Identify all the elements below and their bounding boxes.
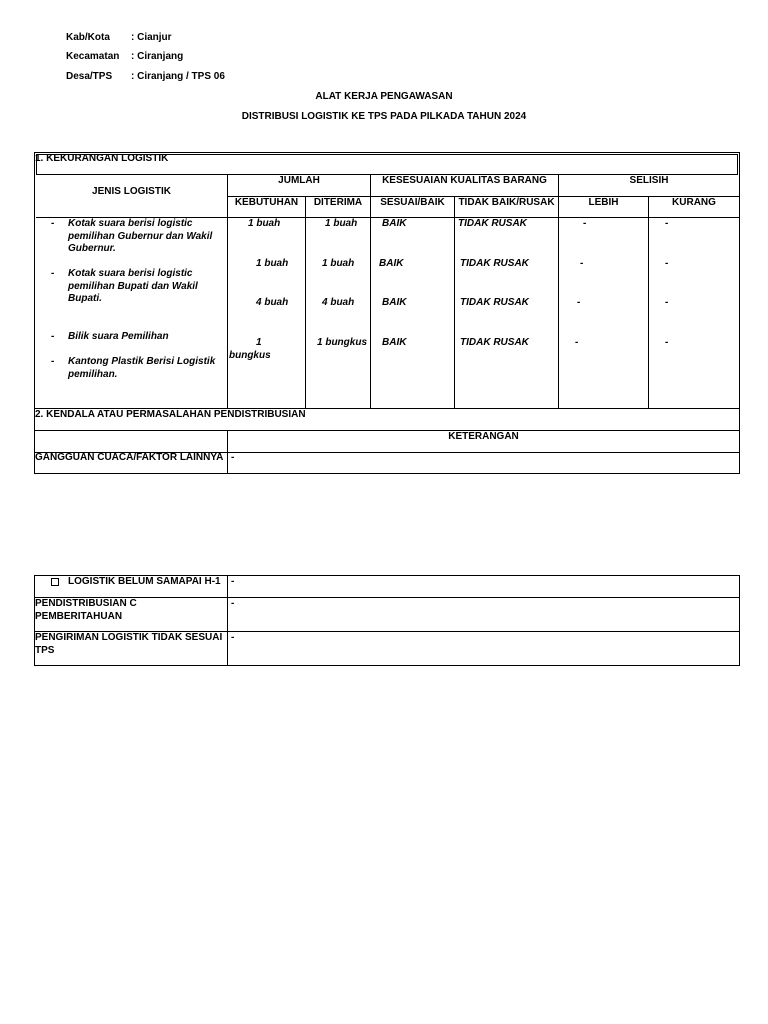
sesuai-value: BAIK (382, 218, 407, 229)
tidak-value: TIDAK RUSAK (460, 297, 529, 308)
tidak-value: TIDAK RUSAK (460, 337, 529, 348)
kebutuhan-value: 1 bungkus (229, 337, 271, 361)
kebutuhan-value: 4 buah (256, 297, 289, 308)
pengiriman-label: PENGIRIMAN LOGISTIK TIDAK SESUAI TPS (35, 632, 223, 656)
item-bullet: - (51, 268, 55, 279)
lebih-value: - (577, 297, 581, 308)
col-tidak-baik-rusak: TIDAK BAIK/RUSAK (458, 197, 555, 208)
desatps-label: Desa/TPS (66, 71, 113, 82)
document-subtitle: DISTRIBUSI LOGISTIK KE TPS PADA PILKADA TAHUN 2024 (241, 111, 527, 122)
lebih-value: - (575, 337, 579, 348)
tidak-value: TIDAK RUSAK (458, 218, 527, 229)
item-name-bilik: Bilik suara Pemilihan (68, 331, 169, 342)
document-title: ALAT KERJA PENGAWASAN (315, 91, 453, 102)
tidak-value: TIDAK RUSAK (460, 258, 529, 269)
desatps-value: : Ciranjang / TPS 06 (131, 71, 225, 82)
col-jumlah: JUMLAH (278, 175, 320, 186)
col-selisih: SELISIH (629, 175, 669, 186)
sesuai-value: BAIK (382, 297, 407, 308)
pendistribusian-value: - (231, 598, 235, 609)
gangguan-label: GANGGUAN CUACA/FAKTOR LAINNYA (35, 452, 224, 463)
section2-title: 2. KENDALA ATAU PERMASALAHAN PENDISTRIBUSIAN (35, 409, 306, 420)
sesuai-value: BAIK (382, 337, 407, 348)
item-name-bupati: Kotak suara berisi logistic pemilihan Bupati dan Wakil Bupati. (68, 268, 198, 304)
diterima-value: 1 bungkus (317, 337, 368, 348)
col-lebih: LEBIH (588, 197, 619, 208)
logistik-belum-label: LOGISTIK BELUM SAMAPAI H-1 (68, 576, 221, 587)
col-diterima: DITERIMA (313, 197, 363, 208)
col-kebutuhan: KEBUTUHAN (234, 197, 299, 208)
diterima-value: 1 buah (322, 258, 355, 269)
lebih-value: - (583, 218, 587, 229)
pendistribusian-label: PENDISTRIBUSIAN C PEMBERITAHUAN (35, 598, 137, 622)
kabkota-label: Kab/Kota (66, 32, 110, 43)
item-name-kantong: Kantong Plastik Berisi Logistik pemilihan. (68, 356, 216, 380)
kabkota-value: : Cianjur (131, 32, 172, 43)
kurang-value: - (665, 258, 669, 269)
col-kesesuaian: KESESUAIAN KUALITAS BARANG (382, 175, 547, 186)
lebih-value: - (580, 258, 584, 269)
sesuai-value: BAIK (379, 258, 404, 269)
item-bullet: - (51, 218, 55, 229)
kurang-value: - (665, 218, 669, 229)
pengiriman-value: - (231, 632, 235, 643)
item-name-gubernur: Kotak suara berisi logistic pemilihan Gubernur dan Wakil Gubernur. (68, 218, 213, 254)
kebutuhan-value: 1 buah (256, 258, 289, 269)
gangguan-value: - (231, 452, 235, 463)
col-jenis-logistik: JENIS LOGISTIK (92, 186, 171, 197)
kecamatan-label: Kecamatan (66, 51, 120, 62)
section1-title: 1. KEKURANGAN LOGISTIK (35, 153, 169, 164)
diterima-value: 4 buah (322, 297, 355, 308)
logistik-belum-value: - (231, 576, 235, 587)
col-keterangan: KETERANGAN (448, 431, 519, 442)
diterima-value: 1 buah (325, 218, 358, 229)
kecamatan-value: : Ciranjang (131, 51, 184, 62)
kurang-value: - (665, 297, 669, 308)
kebutuhan-value: 1 buah (248, 218, 281, 229)
col-kurang: KURANG (672, 197, 716, 208)
item-bullet: - (51, 331, 55, 342)
col-sesuai-baik: SESUAI/BAIK (380, 197, 445, 208)
kurang-value: - (665, 337, 669, 348)
checkbox-icon (51, 578, 59, 586)
item-bullet: - (51, 356, 55, 367)
